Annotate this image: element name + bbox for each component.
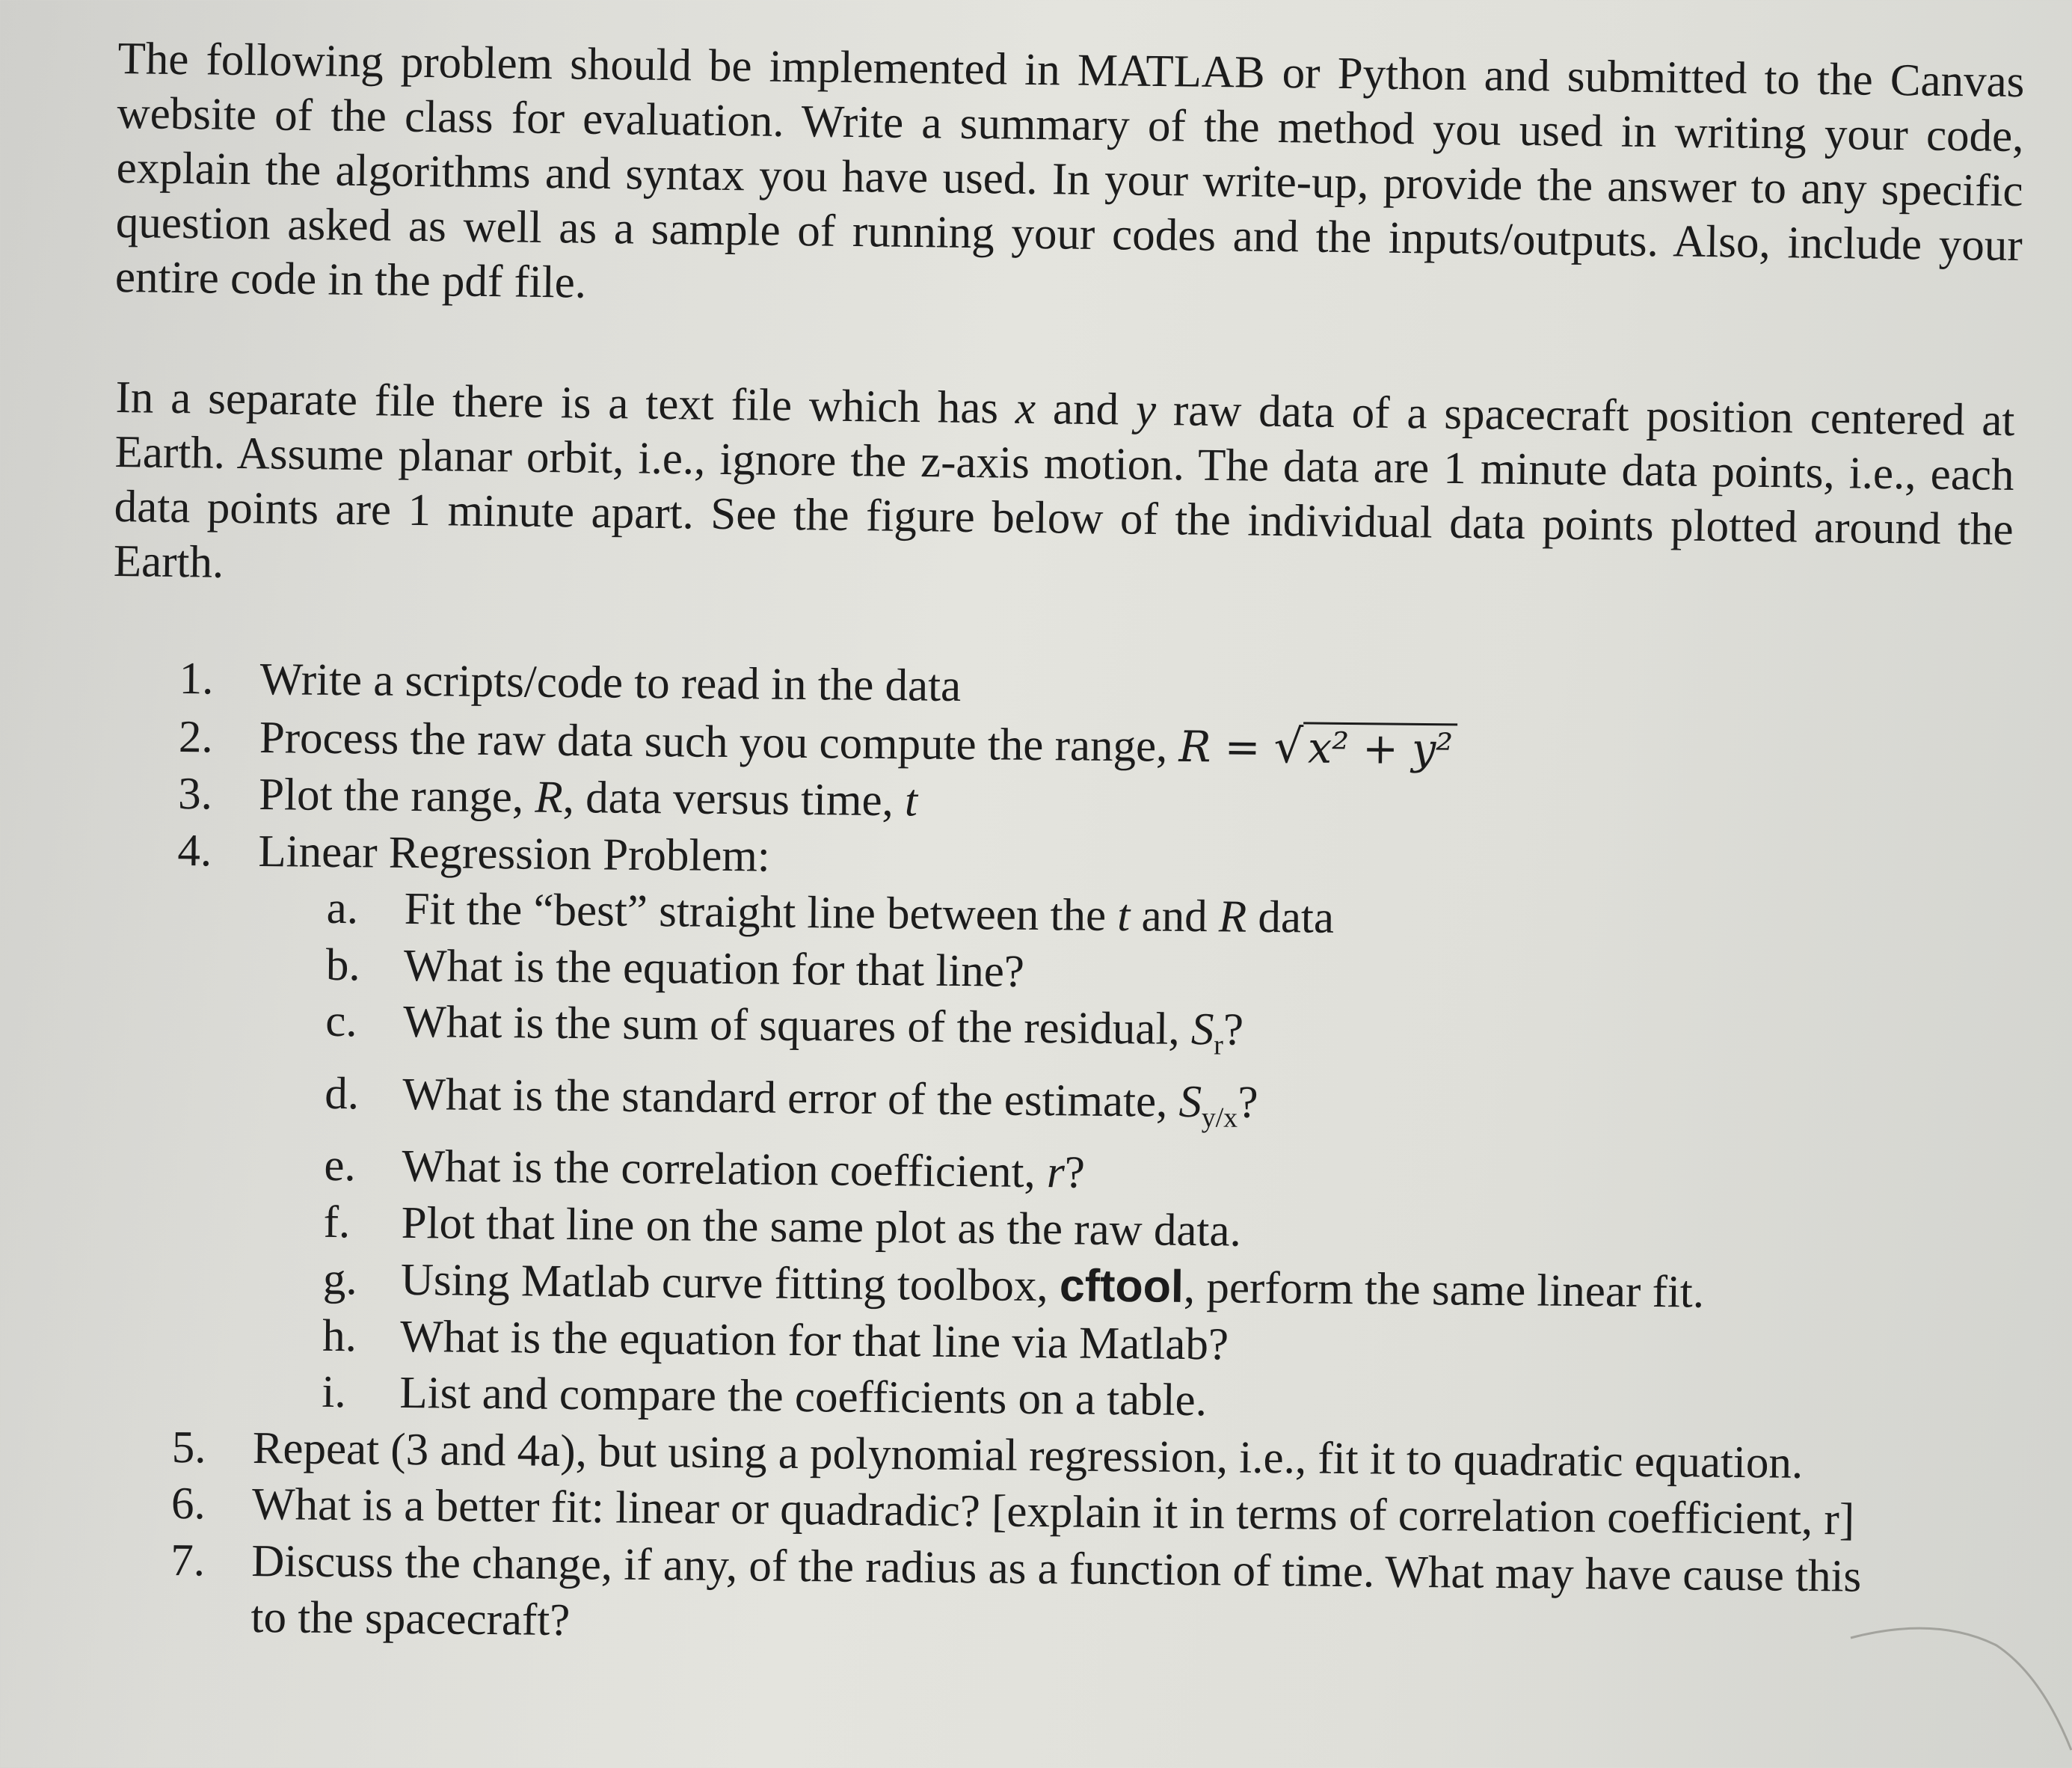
- subtask-a-post: data: [1246, 891, 1335, 943]
- var-S: S: [1178, 1076, 1202, 1127]
- subtask-e-post: ?: [1064, 1147, 1086, 1199]
- pencil-mark-decoration: [1847, 1615, 2072, 1768]
- task-number: 1.: [179, 653, 214, 705]
- var-t: t: [904, 776, 918, 826]
- subtask-text: What is the equation for that line?: [403, 940, 1025, 997]
- subtask-letter: a.: [326, 883, 359, 934]
- subtask-letter: g.: [322, 1254, 358, 1305]
- data-description-paragraph: [113, 370, 2014, 612]
- task-number: 6.: [170, 1479, 206, 1529]
- task-text: Repeat (3 and 4a), but using a polynomial regression, i.e., fit it to quadratic equation.: [252, 1422, 1804, 1488]
- subtask-letter: d.: [325, 1068, 360, 1120]
- var-t: t: [1117, 891, 1131, 942]
- var-S: S: [1190, 1004, 1214, 1055]
- task-text: [259, 767, 918, 829]
- subtask-letter: i.: [322, 1367, 347, 1418]
- range-variable: R: [1178, 722, 1211, 772]
- task-number: 4.: [177, 825, 212, 876]
- task-2-text: Process the raw data such you compute the range,: [259, 712, 1179, 772]
- subtask-letter: c.: [325, 995, 357, 1047]
- task-number: 7.: [170, 1535, 206, 1586]
- subtask-text: [402, 1066, 1258, 1147]
- task-list: [170, 651, 2019, 1663]
- pencil-mark-stroke: [1851, 1628, 2071, 1750]
- var-x: x: [1015, 383, 1036, 435]
- subtask-e-pre: What is the correlation coefficient,: [402, 1141, 1048, 1198]
- range-formula-radicand: x² + y²: [1303, 722, 1458, 772]
- task-text: Write a scripts/code to read in the data: [259, 654, 962, 712]
- task-text: [259, 708, 1458, 779]
- subtask-text: List and compare the coefficients on a table.: [399, 1368, 1208, 1426]
- subscript-r: r: [1213, 1029, 1223, 1061]
- var-R: R: [535, 772, 564, 823]
- subtask-g-post: , perform the same linear fit.: [1183, 1262, 1705, 1318]
- data-desc-part1: In a separate file there is a text file which has: [115, 372, 1016, 434]
- subtask-g-pre: Using Matlab curve fitting toolbox,: [400, 1255, 1060, 1312]
- subtask-d-post: ?: [1238, 1077, 1258, 1128]
- subscript-yx: y/x: [1201, 1102, 1238, 1134]
- var-R: R: [1218, 891, 1247, 942]
- subtask-letter: h.: [322, 1310, 357, 1362]
- cftool-keyword: cftool: [1059, 1259, 1184, 1313]
- data-desc-part3: raw data of a spacecraft position centered at Earth. Assume planar orbit, i.e., ignore the z-axis motion. The data are 1 minute data points, i.e., each data points are 1 minute apart. See the figure below of the individual data points plotted around the Earth.: [113, 385, 2015, 588]
- subtask-text: [403, 994, 1244, 1074]
- task-number: 5.: [171, 1422, 206, 1473]
- data-desc-part2: and: [1035, 384, 1137, 435]
- subtask-a-mid: and: [1129, 891, 1220, 942]
- task-text: What is a better fit: linear or quadradic? [explain it in terms of correlation coefficient, r]: [251, 1479, 1855, 1545]
- task-text: Discuss the change, if any, of the radius as a function of time. What may have cause this: [250, 1535, 1862, 1602]
- var-r: r: [1046, 1147, 1066, 1198]
- radical-sign: √: [1273, 718, 1304, 773]
- subtask-a-pre: Fit the “best” straight line between the: [404, 883, 1118, 942]
- subtask-c-post: ?: [1223, 1004, 1244, 1055]
- subtask-text: [404, 881, 1334, 946]
- task-3-mid: , data versus time,: [562, 772, 906, 826]
- task-number: 3.: [177, 768, 213, 820]
- task-item-7-continuation: to the spacecraft?: [250, 1592, 571, 1646]
- subtask-text: Plot that line on the same plot as the raw data.: [401, 1197, 1242, 1256]
- task-text: Linear Regression Problem:: [258, 826, 771, 882]
- equals-sign: =: [1211, 722, 1274, 773]
- subtask-text: [402, 1138, 1085, 1201]
- subtask-letter: f.: [323, 1197, 351, 1248]
- intro-paragraph: The following problem should be implemented in MATLAB or Python and submitted to the Canvas website of the class for evaluation. Write a summary of the method you used in writing your code, explain the algorithms and syntax you have used. In your write-up, provide the answer to any specific question asked as well as a sample of running your codes and the inputs/outputs. Also, include your entire code in the pdf file.: [114, 33, 2025, 308]
- var-y: y: [1135, 384, 1157, 435]
- task-number: 2.: [178, 711, 213, 762]
- subtask-text: What is the equation for that line via Matlab?: [399, 1311, 1229, 1370]
- subtask-letter: b.: [325, 939, 361, 990]
- subtask-c-pre: What is the sum of squares of the residual,: [402, 996, 1192, 1055]
- subtask-letter: e.: [324, 1141, 357, 1191]
- task-3-pre: Plot the range,: [258, 770, 535, 823]
- subtask-d-pre: What is the standard error of the estimate,: [402, 1069, 1179, 1127]
